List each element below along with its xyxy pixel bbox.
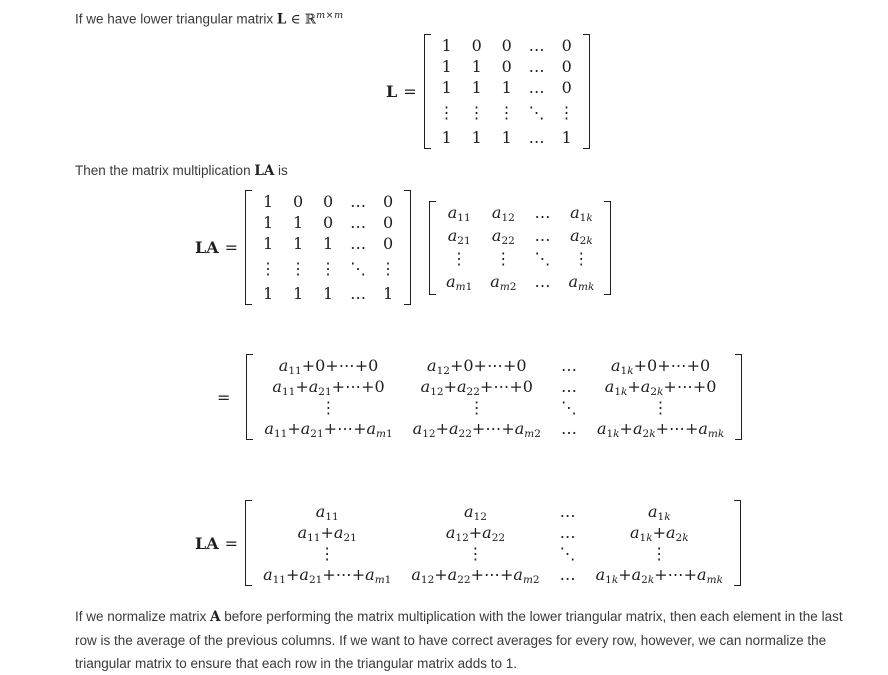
right-bracket xyxy=(604,201,611,295)
right-bracket xyxy=(583,34,590,149)
left-bracket xyxy=(424,34,431,149)
left-bracket xyxy=(246,354,253,440)
left-bracket xyxy=(245,190,252,305)
equation-lhs xyxy=(217,388,246,407)
left-bracket xyxy=(245,500,252,586)
matrix-L-symbol: L xyxy=(386,82,398,101)
equation-LA-product xyxy=(195,190,611,305)
equation-lhs xyxy=(386,82,424,101)
equation-L-definition xyxy=(386,34,590,149)
left-bracket xyxy=(429,201,436,295)
right-bracket xyxy=(404,190,411,305)
matrix-L xyxy=(424,34,590,149)
then-paragraph: Then the matrix multiplication LA is xyxy=(75,163,288,179)
right-bracket xyxy=(734,500,741,586)
matrix-LA-symbol: LA xyxy=(195,533,219,553)
matrix-simplified xyxy=(245,500,741,586)
matrix-L-body: 1 0 0 … 0 1 1 0 … 0 1 1 1 … 0 ⋮ ⋮ ⋮ ⋱ ⋮ 1 1 1 … 1 xyxy=(438,35,575,147)
matrix-LA-symbol: LA xyxy=(195,238,219,257)
closing-paragraph: If we normalize matrix A before performing the matrix multiplication with the lower triangular matrix, then each element in the last row is the average of the previous columns. If we want to have correct averages for every row, however, we can normalize the triangular matrix to ensure that each row in the triangular matrix adds to 1. xyxy=(75,609,843,671)
matrix-expanded-body: $a_{11}+0+\cdots+0$ $a_{12}+0+\cdots+0$ … $a_{1k}+0+\cdots+0$ $a_{11}+a_{21}+\cdots+0$ $a_{12}+a_{22}+\cdots+0$ … $a_{1k}+a_{2k}+\cdots+0$ ⋮ ⋮ ⋱ ⋮ $a_{11}+a_{21}+\cdots+a_{m1}$ $a_{12}+a_{22}+\cdots+a_{m2}$ … $a_{1k}+a_{2k}+\cdots+a_{mk}$ xyxy=(264,355,725,440)
matrix-A xyxy=(429,201,611,295)
matrix-L-body: 1 0 0 … 0 1 1 0 … 0 1 1 1 … 0 ⋮ ⋮ ⋮ ⋱ ⋮ 1 1 1 … 1 xyxy=(260,191,397,303)
equation-simplified-result xyxy=(195,500,741,586)
equals-sign: = xyxy=(224,533,239,553)
matrix-expanded xyxy=(246,354,742,440)
matrix-L xyxy=(245,190,411,305)
equals-sign: = xyxy=(224,238,239,257)
matrix-simplified-body: $a_{11}$ $a_{12}$ … $a_{1k}$ $a_{11}+a_{21}$ $a_{12}+a_{22}$ … $a_{1k}+a_{2k}$ ⋮ ⋮ ⋱ ⋮ $a_{11}+a_{21}+\cdots+a_{m1}$ $a_{12}+a_{22}+\cdots+a_{m2}$ … $a_{1k}+a_{2k}+\cdots+a_{mk}$ xyxy=(263,501,723,586)
equals-sign: = xyxy=(403,82,417,101)
equation-expanded-sums xyxy=(217,354,742,440)
matrix-A-body: $a_{11}$ $a_{12}$ … $a_{1k}$ $a_{21}$ $a_{22}$ … $a_{2k}$ ⋮ ⋮ ⋱ ⋮ $a_{m1}$ $a_{m2}$ … $a_{mk}$ xyxy=(446,203,595,293)
equation-lhs xyxy=(195,238,245,257)
right-bracket xyxy=(735,354,742,440)
equation-lhs xyxy=(195,534,245,553)
intro-paragraph: If we have lower triangular matrix L ∈ ℝ$^{m\times m}$ xyxy=(75,10,344,28)
equals-sign: = xyxy=(217,387,231,407)
